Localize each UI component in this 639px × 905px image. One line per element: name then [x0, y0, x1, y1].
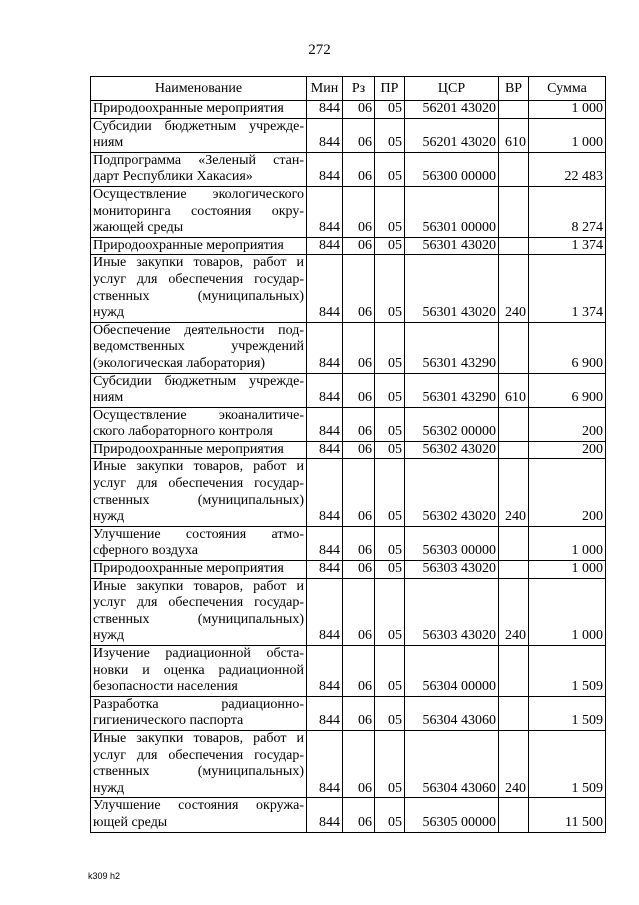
- row-vr-cell: [499, 646, 529, 697]
- row-name-line: Подпрограмма «Зеленый стан-: [93, 152, 304, 168]
- row-vr-cell: [499, 561, 529, 579]
- row-sum-cell: 8 274: [529, 186, 606, 237]
- row-pr-cell: 05: [375, 730, 405, 797]
- table-row: [91, 407, 606, 441]
- row-name-line: Иные закупки товаров, работ и: [93, 459, 304, 475]
- row-pr-cell: 05: [375, 459, 405, 526]
- row-pr-cell: 05: [375, 373, 405, 407]
- row-rz-cell: 06: [343, 118, 375, 152]
- row-name-cell: [91, 255, 307, 322]
- row-pr-cell: 05: [375, 696, 405, 730]
- row-sum-cell: 1 509: [529, 730, 606, 797]
- row-csr-cell: 56303 43020: [405, 561, 499, 579]
- row-name-line: Природоохранные мероприятия: [93, 237, 284, 253]
- row-vr-cell: 610: [499, 373, 529, 407]
- row-name-cell: [91, 696, 307, 730]
- row-name-line: услуг для обеспечения государ-: [93, 595, 304, 611]
- table-row: [91, 237, 606, 255]
- row-rz-cell: 06: [343, 798, 375, 832]
- row-name-line: нужд: [93, 780, 125, 796]
- row-rz-cell: 06: [343, 646, 375, 697]
- row-pr-cell: 05: [375, 526, 405, 560]
- row-csr-cell: 56301 43290: [405, 373, 499, 407]
- row-sum-cell: 1 000: [529, 578, 606, 645]
- row-name-line: ведомственных учреждений: [93, 339, 304, 355]
- row-csr-cell: 56304 43060: [405, 696, 499, 730]
- row-name-cell: [91, 798, 307, 832]
- row-min-cell: 844: [307, 798, 343, 832]
- row-name-line: Осуществление экологического: [93, 186, 304, 202]
- row-csr-cell: 56304 43060: [405, 730, 499, 797]
- row-sum-cell: 6 900: [529, 322, 606, 373]
- row-sum-cell: 1 000: [529, 118, 606, 152]
- row-csr-cell: 56201 43020: [405, 101, 499, 119]
- header-min: Мин: [307, 77, 343, 101]
- row-pr-cell: 05: [375, 561, 405, 579]
- row-csr-cell: 56302 00000: [405, 407, 499, 441]
- row-csr-cell: 56201 43020: [405, 118, 499, 152]
- row-sum-cell: 1 374: [529, 255, 606, 322]
- header-name: Наименование: [91, 77, 307, 101]
- row-vr-cell: 240: [499, 730, 529, 797]
- row-pr-cell: 05: [375, 255, 405, 322]
- row-rz-cell: 06: [343, 255, 375, 322]
- row-name-line: сферного воздуха: [93, 543, 198, 559]
- row-pr-cell: 05: [375, 798, 405, 832]
- header-sum: Сумма: [529, 77, 606, 101]
- row-name-line: ственных (муниципальных): [93, 288, 304, 304]
- row-name-line: Осуществление экоаналитиче-: [93, 407, 304, 423]
- row-name-line: (экологическая лаборатория): [93, 355, 266, 371]
- row-min-cell: 844: [307, 441, 343, 459]
- row-rz-cell: 06: [343, 561, 375, 579]
- row-min-cell: 844: [307, 561, 343, 579]
- row-csr-cell: 56303 00000: [405, 526, 499, 560]
- row-sum-cell: 1 000: [529, 526, 606, 560]
- row-name-line: безопасности населения: [93, 679, 238, 695]
- row-name-line: нужд: [93, 628, 125, 644]
- row-rz-cell: 06: [343, 152, 375, 186]
- row-name-line: Разработка радиационно-: [93, 696, 304, 712]
- row-name-cell: [91, 561, 307, 579]
- row-pr-cell: 05: [375, 152, 405, 186]
- row-sum-cell: 1 000: [529, 101, 606, 119]
- row-csr-cell: 56305 00000: [405, 798, 499, 832]
- row-vr-cell: 240: [499, 459, 529, 526]
- row-name-cell: [91, 118, 307, 152]
- row-min-cell: 844: [307, 407, 343, 441]
- row-csr-cell: 56304 00000: [405, 646, 499, 697]
- table-row: [91, 578, 606, 645]
- row-name-line: Природоохранные мероприятия: [93, 441, 284, 457]
- row-sum-cell: 1 000: [529, 561, 606, 579]
- row-csr-cell: 56301 43020: [405, 255, 499, 322]
- row-name-line: жающей среды: [93, 220, 184, 236]
- row-name-line: Субсидии бюджетным учрежде-: [93, 118, 304, 134]
- row-vr-cell: [499, 441, 529, 459]
- row-name-line: Улучшение состояния атмо-: [93, 526, 304, 542]
- table-row: [91, 459, 606, 526]
- row-csr-cell: 56303 43020: [405, 578, 499, 645]
- row-name-cell: [91, 237, 307, 255]
- row-rz-cell: 06: [343, 322, 375, 373]
- row-name-line: дарт Республики Хакасия»: [93, 169, 253, 185]
- row-name-line: ющей среды: [93, 814, 168, 830]
- table-row: [91, 730, 606, 797]
- row-rz-cell: 06: [343, 441, 375, 459]
- row-vr-cell: [499, 407, 529, 441]
- table-row: [91, 255, 606, 322]
- row-name-line: ственных (муниципальных): [93, 611, 304, 627]
- row-csr-cell: 56301 00000: [405, 186, 499, 237]
- row-vr-cell: 240: [499, 255, 529, 322]
- row-name-cell: [91, 373, 307, 407]
- table-row: [91, 696, 606, 730]
- row-name-line: ниям: [93, 390, 124, 406]
- row-min-cell: 844: [307, 186, 343, 237]
- row-rz-cell: 06: [343, 730, 375, 797]
- row-pr-cell: 05: [375, 407, 405, 441]
- row-name-line: Улучшение состояния окружа-: [93, 798, 304, 814]
- row-sum-cell: 1 374: [529, 237, 606, 255]
- row-sum-cell: 22 483: [529, 152, 606, 186]
- budget-table: [90, 76, 606, 833]
- row-vr-cell: [499, 152, 529, 186]
- row-rz-cell: 06: [343, 526, 375, 560]
- row-min-cell: 844: [307, 373, 343, 407]
- row-csr-cell: 56302 43020: [405, 459, 499, 526]
- row-vr-cell: [499, 696, 529, 730]
- row-pr-cell: 05: [375, 322, 405, 373]
- row-name-cell: [91, 322, 307, 373]
- row-name-cell: [91, 186, 307, 237]
- row-sum-cell: 6 900: [529, 373, 606, 407]
- row-rz-cell: 06: [343, 459, 375, 526]
- row-name-line: ственных (муниципальных): [93, 492, 304, 508]
- row-vr-cell: [499, 798, 529, 832]
- header-vr: ВР: [499, 77, 529, 101]
- row-name-cell: [91, 152, 307, 186]
- row-name-line: Природоохранные мероприятия: [93, 101, 284, 116]
- row-vr-cell: [499, 101, 529, 119]
- row-name-cell: [91, 526, 307, 560]
- row-min-cell: 844: [307, 255, 343, 322]
- table-row: [91, 101, 606, 119]
- row-rz-cell: 06: [343, 373, 375, 407]
- row-name-line: Иные закупки товаров, работ и: [93, 255, 304, 271]
- row-name-line: ственных (муниципальных): [93, 764, 304, 780]
- row-name-line: нужд: [93, 509, 125, 525]
- row-name-line: Субсидии бюджетным учрежде-: [93, 373, 304, 389]
- table-row: [91, 152, 606, 186]
- header-rz: Рз: [343, 77, 375, 101]
- row-pr-cell: 05: [375, 646, 405, 697]
- row-vr-cell: [499, 526, 529, 560]
- row-name-line: ского лабораторного контроля: [93, 424, 273, 440]
- row-sum-cell: 200: [529, 407, 606, 441]
- row-name-line: мониторинга состояния окру-: [93, 203, 304, 219]
- row-pr-cell: 05: [375, 101, 405, 119]
- table-row: [91, 561, 606, 579]
- table-row: [91, 441, 606, 459]
- table-row: [91, 798, 606, 832]
- row-name-line: ниям: [93, 135, 124, 151]
- row-min-cell: 844: [307, 646, 343, 697]
- row-name-cell: [91, 407, 307, 441]
- table-row: [91, 322, 606, 373]
- header-pr: ПР: [375, 77, 405, 101]
- row-pr-cell: 05: [375, 186, 405, 237]
- row-sum-cell: 200: [529, 459, 606, 526]
- row-min-cell: 844: [307, 152, 343, 186]
- row-min-cell: 844: [307, 322, 343, 373]
- row-name-line: услуг для обеспечения государ-: [93, 476, 304, 492]
- page-number: 272: [308, 42, 331, 58]
- row-min-cell: 844: [307, 696, 343, 730]
- row-name-cell: [91, 730, 307, 797]
- row-csr-cell: 56300 00000: [405, 152, 499, 186]
- row-vr-cell: [499, 322, 529, 373]
- row-rz-cell: 06: [343, 101, 375, 119]
- row-sum-cell: 1 509: [529, 696, 606, 730]
- row-name-line: Изучение радиационной обста-: [93, 646, 304, 661]
- row-name-line: Иные закупки товаров, работ и: [93, 730, 304, 746]
- row-vr-cell: 610: [499, 118, 529, 152]
- table-header-row: [91, 77, 606, 101]
- row-pr-cell: 05: [375, 441, 405, 459]
- row-vr-cell: [499, 186, 529, 237]
- row-sum-cell: 200: [529, 441, 606, 459]
- row-rz-cell: 06: [343, 186, 375, 237]
- table-row: [91, 186, 606, 237]
- row-rz-cell: 06: [343, 578, 375, 645]
- row-name-line: Иные закупки товаров, работ и: [93, 578, 304, 594]
- table-row: [91, 526, 606, 560]
- row-vr-cell: 240: [499, 578, 529, 645]
- row-name-line: нужд: [93, 305, 125, 321]
- row-min-cell: 844: [307, 101, 343, 119]
- row-min-cell: 844: [307, 526, 343, 560]
- row-pr-cell: 05: [375, 237, 405, 255]
- row-min-cell: 844: [307, 237, 343, 255]
- row-min-cell: 844: [307, 459, 343, 526]
- row-name-line: услуг для обеспечения государ-: [93, 747, 304, 763]
- row-name-line: новки и оценка радиационной: [93, 662, 304, 678]
- row-name-cell: [91, 441, 307, 459]
- table-row: [91, 373, 606, 407]
- row-csr-cell: 56301 43020: [405, 237, 499, 255]
- row-name-line: гигиенического паспорта: [93, 713, 244, 729]
- row-rz-cell: 06: [343, 696, 375, 730]
- row-name-line: Обеспечение деятельности под-: [93, 322, 304, 338]
- table-row: [91, 118, 606, 152]
- footer-code: k309 h2: [88, 871, 121, 881]
- row-name-cell: [91, 101, 307, 119]
- row-min-cell: 844: [307, 578, 343, 645]
- row-min-cell: 844: [307, 118, 343, 152]
- row-csr-cell: 56301 43290: [405, 322, 499, 373]
- row-name-cell: [91, 459, 307, 526]
- row-sum-cell: 11 500: [529, 798, 606, 832]
- row-pr-cell: 05: [375, 118, 405, 152]
- row-rz-cell: 06: [343, 407, 375, 441]
- row-rz-cell: 06: [343, 237, 375, 255]
- row-name-cell: [91, 646, 307, 697]
- row-name-line: услуг для обеспечения государ-: [93, 271, 304, 287]
- row-sum-cell: 1 509: [529, 646, 606, 697]
- row-name-cell: [91, 578, 307, 645]
- row-vr-cell: [499, 237, 529, 255]
- table-row: [91, 646, 606, 697]
- row-min-cell: 844: [307, 730, 343, 797]
- header-csr: ЦСР: [405, 77, 499, 101]
- row-name-line: Природоохранные мероприятия: [93, 561, 284, 577]
- row-pr-cell: 05: [375, 578, 405, 645]
- row-csr-cell: 56302 43020: [405, 441, 499, 459]
